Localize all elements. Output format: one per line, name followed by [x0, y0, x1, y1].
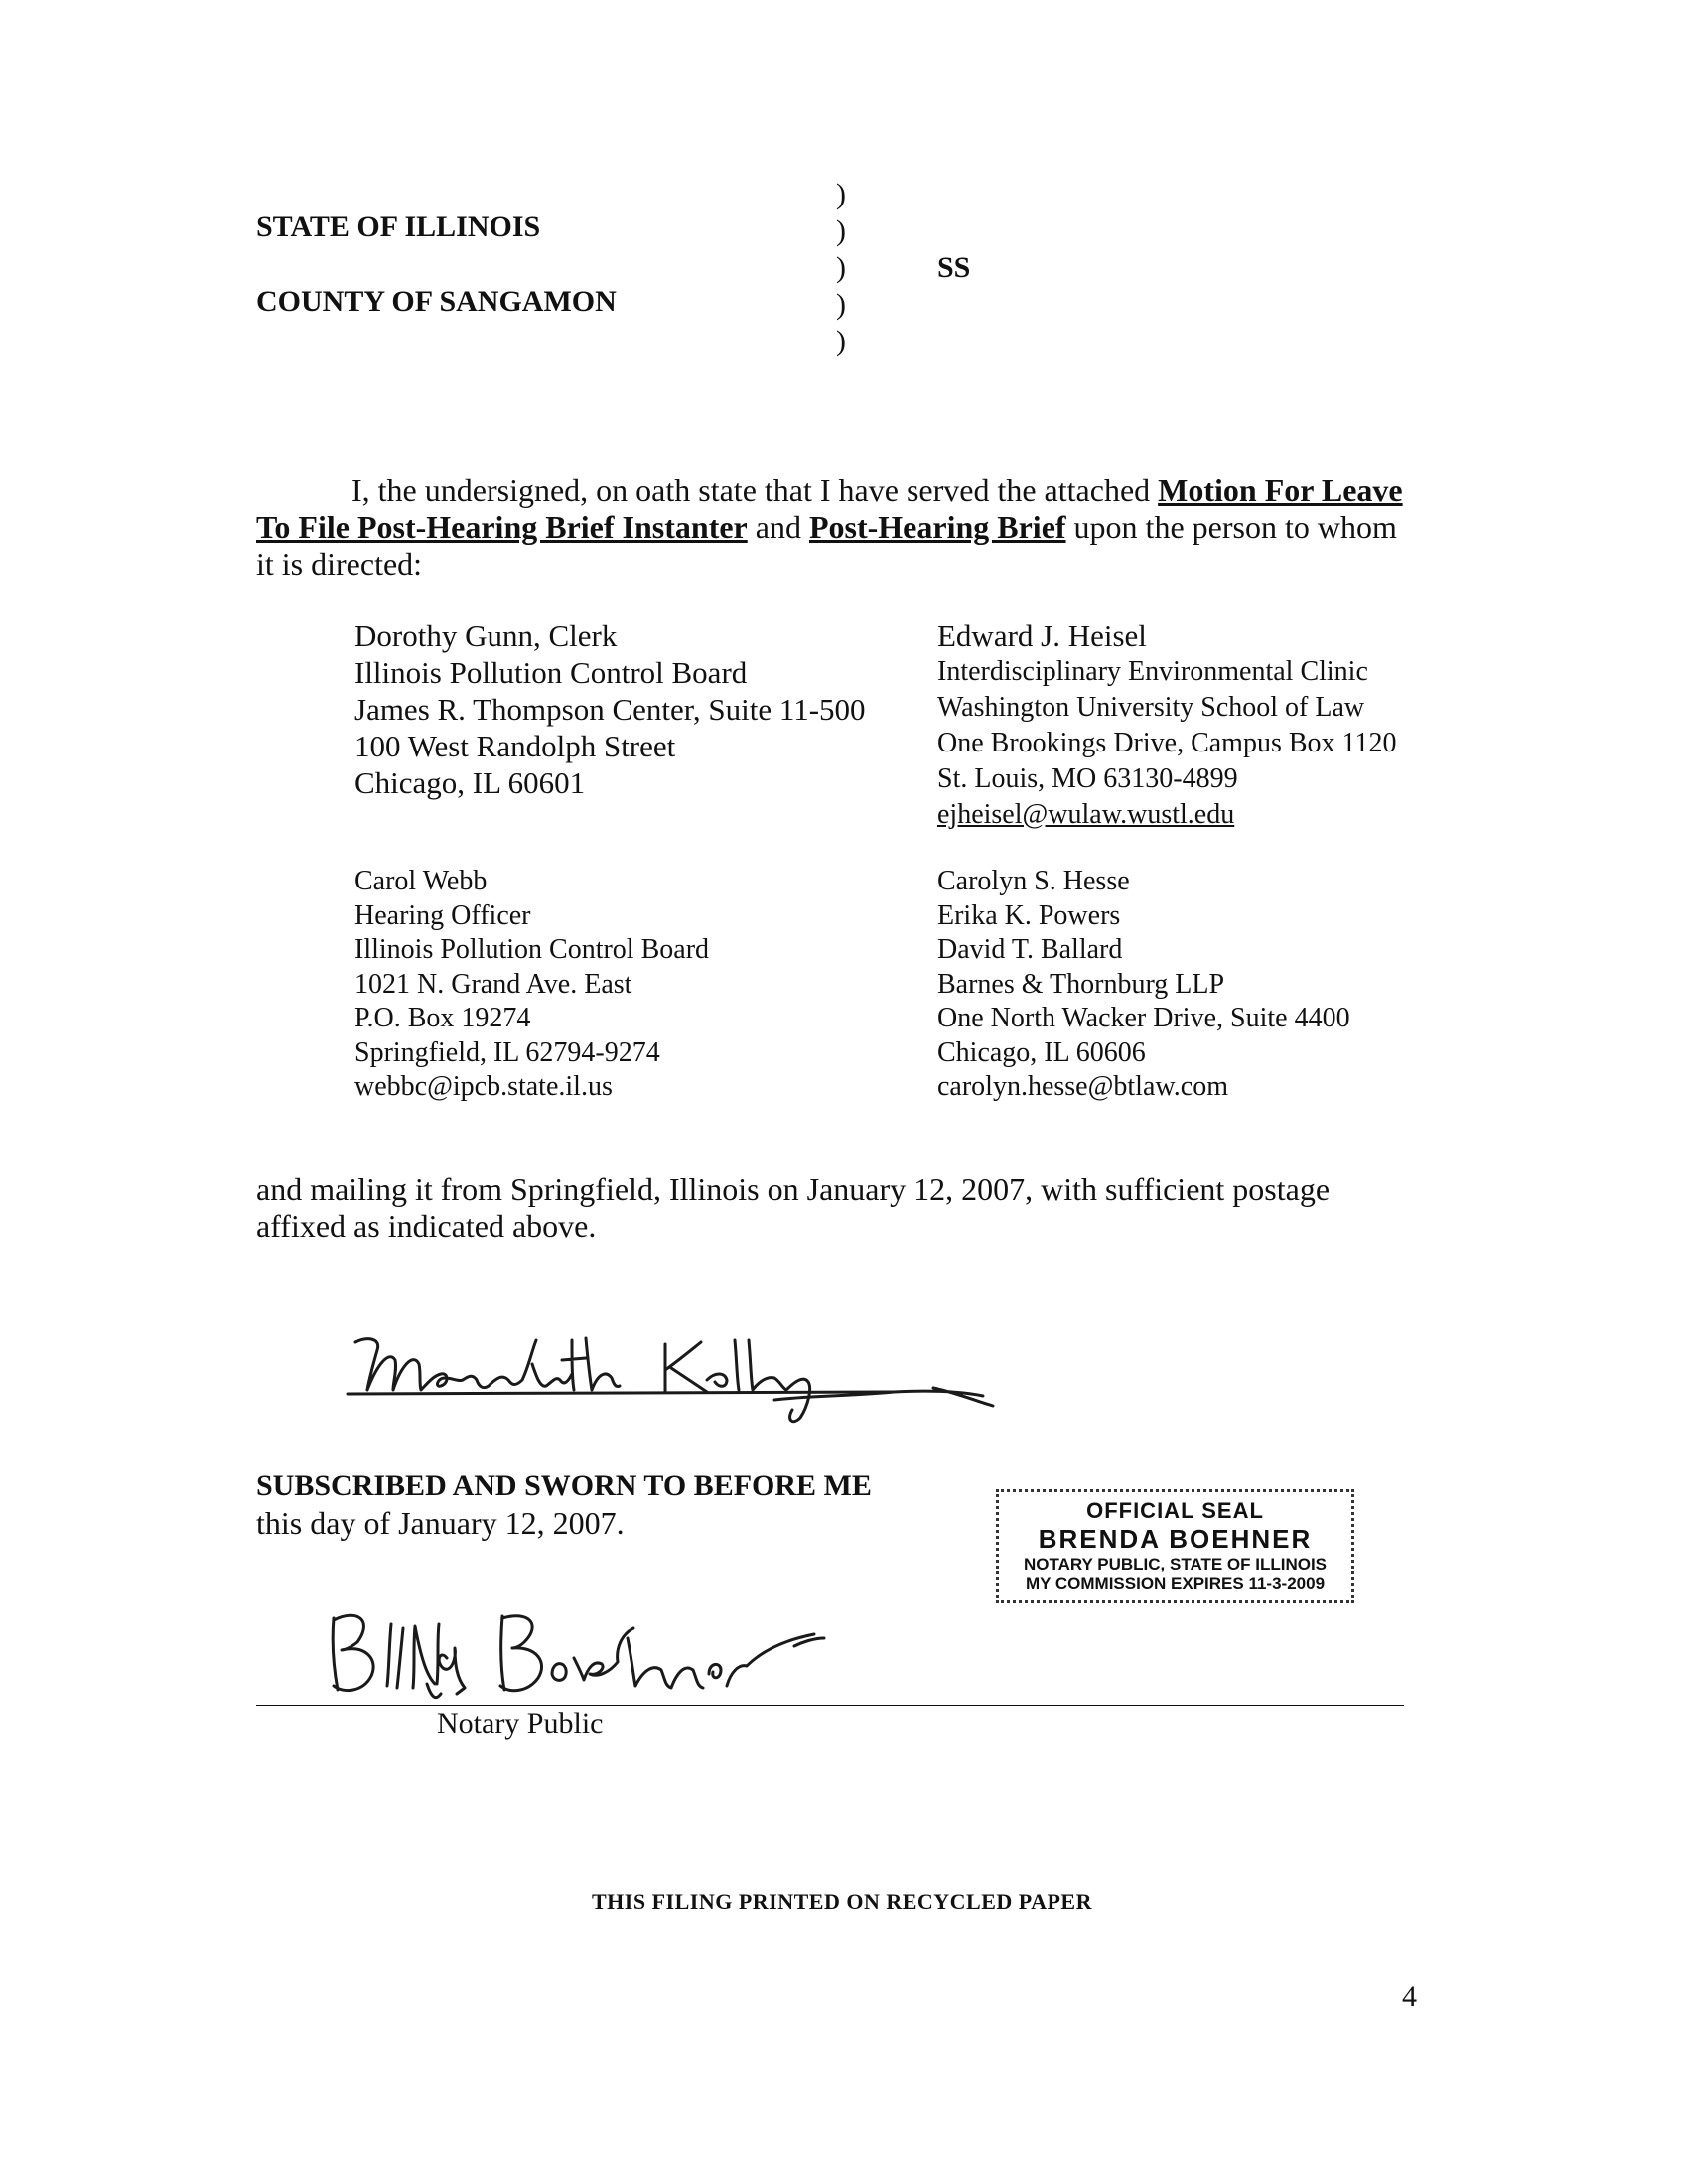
address-line: Chicago, IL 60606 [937, 1036, 1146, 1068]
notary-signature-line [256, 1705, 1404, 1706]
intro-mid: and [747, 509, 809, 545]
jurat-heading: SUBSCRIBED AND SWORN TO BEFORE ME [256, 1469, 872, 1502]
paren: ) [836, 325, 846, 357]
address-line: Erika K. Powers [937, 899, 1121, 931]
seal-expiration: MY COMMISSION EXPIRES 11-3-2009 [1025, 1574, 1326, 1593]
ss-label: SS [937, 251, 971, 284]
recipient-hesse [937, 865, 1350, 1105]
motion-title: Motion For Leave To File Post-Hearing Brief Instanter [256, 473, 1403, 545]
address-line: St. Louis, MO 63130-4899 [937, 763, 1238, 794]
address-line: David T. Ballard [937, 934, 1123, 965]
seal-title: OFFICIAL SEAL [1086, 1498, 1264, 1523]
seal-notary-line: NOTARY PUBLIC, STATE OF ILLINOIS [1023, 1555, 1328, 1573]
address-line: One Brookings Drive, Campus Box 1120 [937, 728, 1397, 758]
address-line: One North Wacker Drive, Suite 4400 [937, 1003, 1350, 1033]
paren: ) [836, 178, 846, 210]
address-line: Hearing Officer [354, 899, 531, 931]
mailing-paragraph: and mailing it from Springfield, Illinois on January 12, 2007, with sufficient postage affixed as indicated above. [256, 1171, 1331, 1244]
paren: ) [836, 288, 846, 321]
address-line: P.O. Box 19274 [354, 1003, 531, 1033]
state-caption: STATE OF ILLINOIS [256, 210, 541, 243]
address-line: Springfield, IL 62794-9274 [354, 1036, 660, 1068]
signature-kelley [338, 1320, 1013, 1430]
recipient-heisel [937, 617, 1397, 833]
address-line: 100 West Randolph Street [354, 729, 676, 763]
signature-boehner [318, 1598, 874, 1707]
county-caption: COUNTY OF SANGAMON [256, 285, 617, 318]
address-line: Illinois Pollution Control Board [354, 655, 748, 690]
official-seal [996, 1489, 1354, 1603]
email-text: carolyn.hesse@btlaw.com [937, 1071, 1228, 1102]
address-line: James R. Thompson Center, Suite 11-500 [354, 692, 866, 727]
email-text: webbc@ipcb.state.il.us [354, 1071, 613, 1102]
recipient-gunn [354, 617, 866, 801]
address-line: 1021 N. Grand Ave. East [354, 968, 632, 1000]
intro-tail: upon the person to whom it is directed: [256, 509, 1397, 582]
address-line: Dorothy Gunn, Clerk [354, 618, 618, 653]
notary-label: Notary Public [437, 1707, 604, 1740]
address-line: Edward J. Heisel [937, 618, 1147, 653]
address-line: Chicago, IL 60601 [354, 765, 586, 800]
brief-title: Post-Hearing Brief [808, 509, 1066, 545]
address-line: Carol Webb [354, 866, 488, 896]
address-line: Barnes & Thornburg LLP [937, 968, 1225, 1000]
jurat-date: this day of January 12, 2007. [256, 1505, 625, 1541]
address-line: Interdisciplinary Environmental Clinic [937, 656, 1368, 687]
address-line: Washington University School of Law [937, 692, 1365, 723]
recipient-webb [354, 865, 709, 1105]
seal-name: BRENDA BOEHNER [1038, 1524, 1313, 1554]
caption-parentheses [836, 176, 856, 359]
intro-paragraph [256, 473, 1418, 583]
email-link[interactable]: ejheisel@wulaw.wustl.edu [937, 799, 1235, 830]
address-line: Carolyn S. Hesse [937, 866, 1130, 896]
paren: ) [836, 251, 846, 284]
page-number: 4 [1402, 1980, 1417, 2013]
intro-lead: I, the undersigned, on oath state that I have served the attached [351, 473, 1159, 508]
recycled-paper-footer: THIS FILING PRINTED ON RECYCLED PAPER [592, 1889, 1092, 1914]
paren: ) [836, 214, 846, 247]
address-line: Illinois Pollution Control Board [354, 934, 710, 965]
